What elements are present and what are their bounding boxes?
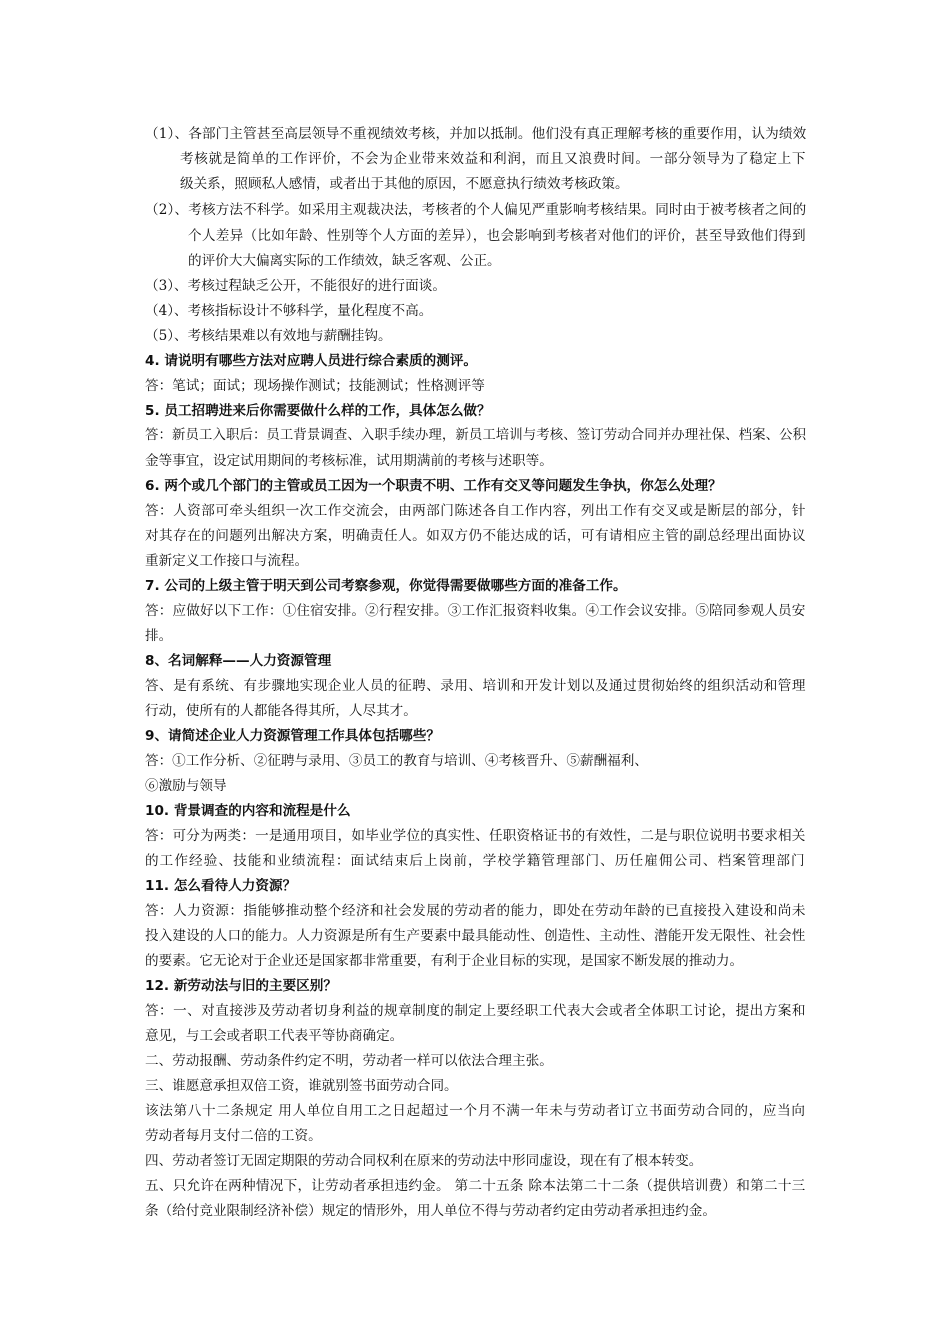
text-line: 答：可分为两类：一是通用项目，如毕业学位的真实性、任职资格证书的有效性，二是与职位说明书要求相关 <box>145 828 806 844</box>
question-heading: 7. 公司的上级主管于明天到公司考察参观，你觉得需要做哪些方面的准备工作。 <box>145 578 627 594</box>
text-line: 的评价大大偏离实际的工作绩效，缺乏客观、公正。 <box>188 253 501 269</box>
text-line: （1）、各部门主管甚至高层领导不重视绩效考核，并加以抵制。他们没有真正理解考核的重要作用，认为绩效 <box>145 126 807 142</box>
text-line: 的工作经验、技能和业绩流程：面试结束后上岗前，学校学籍管理部门、历任雇佣公司、档案管理部门 <box>145 853 806 869</box>
text-line: 三、谁愿意承担双倍工资，谁就别签书面劳动合同。 <box>145 1078 458 1094</box>
question-heading: 5. 员工招聘进来后你需要做什么样的工作，具体怎么做？ <box>145 403 491 419</box>
text-line: 对其存在的问题列出解决方案，明确责任人。如双方仍不能达成的话，可有请相应主管的副总经理出面协议 <box>145 528 806 544</box>
text-line: （5）、考核结果难以有效地与薪酬挂钩。 <box>145 328 392 344</box>
text-line: 考核就是简单的工作评价，不会为企业带来效益和利润，而且又浪费时间。一部分领导为了稳定上下 <box>180 151 807 167</box>
text-line: （3）、考核过程缺乏公开，不能很好的进行面谈。 <box>145 278 446 294</box>
text-line: 答：一、对直接涉及劳动者切身利益的规章制度的制定上要经职工代表大会或者全体职工讨论，提出方案和 <box>145 1003 806 1019</box>
text-line: 行动，使所有的人都能各得其所，人尽其才。 <box>145 703 417 719</box>
question-heading: 6. 两个或几个部门的主管或员工因为一个职责不明、工作有交叉等问题发生争执，你怎么处理？ <box>145 478 722 494</box>
text-line: 答：新员工入职后：员工背景调查、入职手续办理，新员工培训与考核、签订劳动合同并办理社保、档案、公积 <box>145 428 807 443</box>
question-heading: 4. 请说明有哪些方法对应聘人员进行综合素质的测评。 <box>145 353 478 369</box>
question-heading: 8、名词解释——人力资源管理 <box>145 653 332 669</box>
text-line: 答：①工作分析、②征聘与录用、③员工的教育与培训、④考核晋升、⑤薪酬福利、 <box>145 753 648 769</box>
text-line: 个人差异（比如年龄、性别等个人方面的差异），也会影响到考核者对他们的评价，甚至导致他们得到 <box>188 228 806 244</box>
question-heading: 11. 怎么看待人力资源？ <box>145 878 297 894</box>
text-line: 的要素。它无论对于企业还是国家都非常重要，有利于企业目标的实现，是国家不断发展的推动力。 <box>145 953 744 969</box>
text-line: 条（给付竞业限制经济补偿）规定的情形外，用人单位不得与劳动者约定由劳动者承担违约金。 <box>145 1203 716 1219</box>
text-line: 答：笔试；面试；现场操作测试；技能测试；性格测评等 <box>145 378 485 394</box>
text-line: 答：应做好以下工作：①住宿安排。②行程安排。③工作汇报资料收集。④工作会议安排。⑤陪同参观人员安 <box>145 603 806 619</box>
text-line: 投入建设的人口的能力。人力资源是所有生产要素中最具能动性、创造性、主动性、潜能开发无限性、社会性 <box>145 928 806 944</box>
text-line: 级关系，照顾私人感情，或者出于其他的原因，不愿意执行绩效考核政策。 <box>180 176 629 192</box>
text-line: 金等事宜，设定试用期间的考核标准，试用期满前的考核与述职等。 <box>145 453 553 469</box>
text-line: （4）、考核指标设计不够科学，量化程度不高。 <box>145 303 433 319</box>
question-heading: 10. 背景调查的内容和流程是什么 <box>145 803 351 819</box>
question-heading: 12. 新劳动法与旧的主要区别？ <box>145 978 337 994</box>
text-line: （2）、考核方法不科学。如采用主观裁决法，考核者的个人偏见严重影响考核结果。同时由于被考核者之间的 <box>145 202 807 218</box>
text-line: 答、是有系统、有步骤地实现企业人员的征聘、录用、培训和开发计划以及通过贯彻始终的组织活动和管理 <box>145 678 806 694</box>
text-line: 答：人力资源：指能够推动整个经济和社会发展的劳动者的能力，即处在劳动年龄的已直接投入建设和尚未 <box>145 903 806 919</box>
text-line: 该法第八十二条规定 用人单位自用工之日起超过一个月不满一年未与劳动者订立书面劳动合同的，应当向 <box>145 1103 806 1119</box>
text-line: ⑥激励与领导 <box>145 778 227 794</box>
text-line: 二、劳动报酬、劳动条件约定不明，劳动者一样可以依法合理主张。 <box>145 1053 553 1069</box>
text-line: 劳动者每月支付二倍的工资。 <box>145 1128 322 1144</box>
text-line: 答：人资部可牵头组织一次工作交流会，由两部门陈述各自工作内容，列出工作有交叉或是断层的部分，针 <box>145 503 806 519</box>
text-line: 四、劳动者签订无固定期限的劳动合同权利在原来的劳动法中形同虚设，现在有了根本转变。 <box>145 1153 703 1169</box>
text-line: 重新定义工作接口与流程。 <box>145 553 309 569</box>
text-line: 排。 <box>145 628 173 644</box>
text-line: 意见，与工会或者职工代表平等协商确定。 <box>145 1028 404 1044</box>
question-heading: 9、请简述企业人力资源管理工作具体包括哪些？ <box>145 728 440 744</box>
text-line: 五、只允许在两种情况下，让劳动者承担违约金。 第二十五条 除本法第二十二条（提供培训费）和第二十三 <box>145 1178 806 1194</box>
